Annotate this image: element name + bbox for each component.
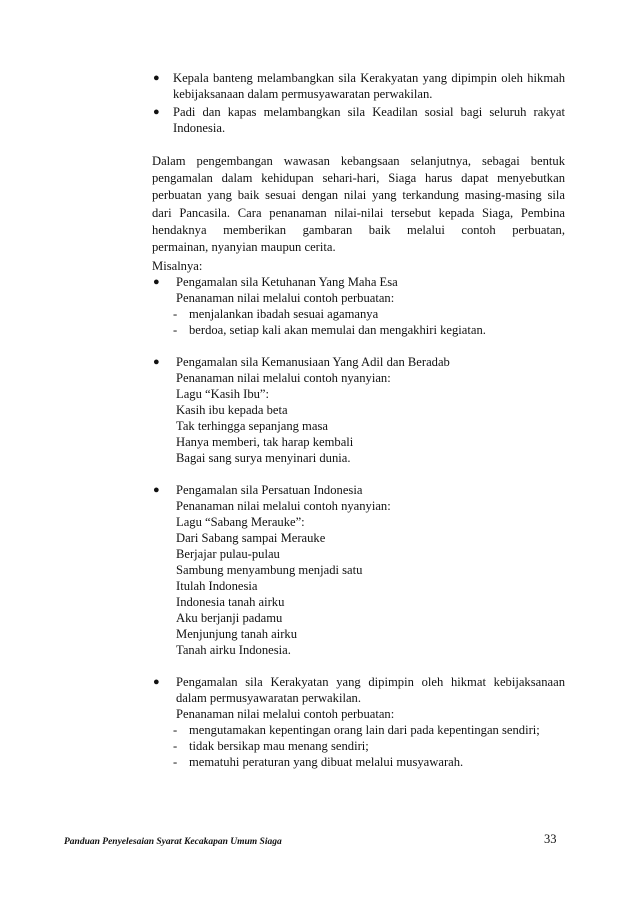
- example-body: [152, 498, 565, 658]
- example-title: ● Pengamalan sila Persatuan Indonesia: [153, 483, 363, 497]
- paragraph-line: Dalam pengembangan wawasan kebangsaan selanjutnya, sebagai bentuk: [152, 154, 565, 168]
- list-item: [152, 104, 565, 136]
- example-title: ● Pengamalan sila Kemanusiaan Yang Adil dan Beradab: [153, 355, 450, 369]
- example-subtitle: Penanaman nilai melalui contoh nyanyian:: [176, 371, 391, 385]
- song-line: Menjunjung tanah airku: [176, 627, 298, 641]
- song-line: Bagai sang surya menyinari dunia.: [176, 451, 351, 465]
- song-line: Lagu “Sabang Merauke”:: [176, 515, 305, 529]
- song-line: Tak terhingga sepanjang masa: [176, 419, 328, 433]
- song-line: Sambung menyambung menjadi satu: [176, 563, 363, 577]
- bullet-text: Kepala banteng melambangkan sila Kerakyatan yang dipimpin oleh hikmah kebijaksanaan dalam permusyawaratan perwakilan.: [173, 71, 565, 101]
- example-subtitle: Penanaman nilai melalui contoh perbuatan:: [176, 291, 395, 305]
- song-line: Berjajar pulau-pulau: [176, 547, 280, 561]
- bullet-icon: ●: [153, 676, 160, 688]
- bullet-icon: ●: [153, 356, 160, 368]
- example-body: [152, 706, 565, 770]
- page-number: 33: [544, 832, 557, 846]
- examples-intro: Misalnya:: [152, 259, 203, 273]
- dash-marker: -: [173, 723, 178, 737]
- bullet-icon: ●: [153, 72, 160, 84]
- example-subtitle: Penanaman nilai melalui contoh nyanyian:: [176, 499, 391, 513]
- bullet-icon: ●: [153, 106, 160, 118]
- list-item: - mengutamakan kepentingan orang lain dari pada kepentingan sendiri;: [173, 723, 540, 737]
- song-line: Tanah airku Indonesia.: [176, 643, 291, 657]
- paragraph-line: dari Pancasila. Cara penanaman nilai-nilai tersebut kepada Siaga, Pembina: [152, 205, 565, 220]
- example-body: [152, 370, 565, 466]
- list-item: - tidak bersikap mau menang sendiri;: [173, 739, 369, 753]
- bullet-text: Padi dan kapas melambangkan sila Keadilan sosial bagi seluruh rakyat Indonesia.: [173, 105, 565, 135]
- example-block-persatuan: [152, 482, 565, 658]
- paragraph-line: hendaknya memberikan gambaran baik melalui contoh perbuatan,: [152, 222, 565, 237]
- top-bullet-list: [152, 70, 565, 138]
- paragraph-line: pengamalan dalam kehidupan sehari-hari, Siaga harus dapat menyebutkan: [152, 171, 565, 186]
- dash-marker: -: [173, 739, 178, 753]
- bullet-icon: ●: [153, 276, 160, 288]
- body-paragraph: [152, 153, 565, 256]
- example-block-kemanusiaan: [152, 354, 565, 466]
- song-line: Aku berjanji padamu: [176, 611, 283, 625]
- bullet-icon: ●: [153, 484, 160, 496]
- song-line: Dari Sabang sampai Merauke: [176, 531, 326, 545]
- song-line: Kasih ibu kepada beta: [176, 403, 288, 417]
- example-block-kerakyatan: [152, 674, 565, 770]
- dash-marker: -: [173, 755, 178, 769]
- song-line: Indonesia tanah airku: [176, 595, 285, 609]
- example-title: ● Pengamalan sila Ketuhanan Yang Maha Esa: [153, 275, 398, 289]
- paragraph-line: perbuatan yang baik sesuai dengan nilai yang terkandung masing-masing sila: [152, 188, 565, 203]
- example-subtitle: Penanaman nilai melalui contoh perbuatan:: [176, 707, 395, 721]
- example-block-ketuhanan: [152, 258, 565, 338]
- song-line: Hanya memberi, tak harap kembali: [176, 435, 354, 449]
- dash-marker: -: [173, 307, 178, 321]
- example-title: ● Pengamalan sila Kerakyatan yang dipimpin oleh hikmat kebijaksanaan dalam permusyawaratan perwakilan.: [153, 675, 565, 705]
- list-item: - menjalankan ibadah sesuai agamanya: [173, 307, 379, 321]
- list-item: - mematuhi peraturan yang dibuat melalui musyawarah.: [173, 755, 464, 769]
- dash-marker: -: [173, 323, 178, 337]
- song-line: Itulah Indonesia: [176, 579, 258, 593]
- paragraph-line: permainan, nyanyian maupun cerita.: [152, 240, 336, 255]
- song-line: Lagu “Kasih Ibu”:: [176, 387, 270, 401]
- list-item: [152, 70, 565, 102]
- list-item: - berdoa, setiap kali akan memulai dan mengakhiri kegiatan.: [173, 323, 486, 337]
- example-body: [152, 290, 565, 338]
- footer-title: Panduan Penyelesaian Syarat Kecakapan Umum Siaga: [64, 837, 282, 847]
